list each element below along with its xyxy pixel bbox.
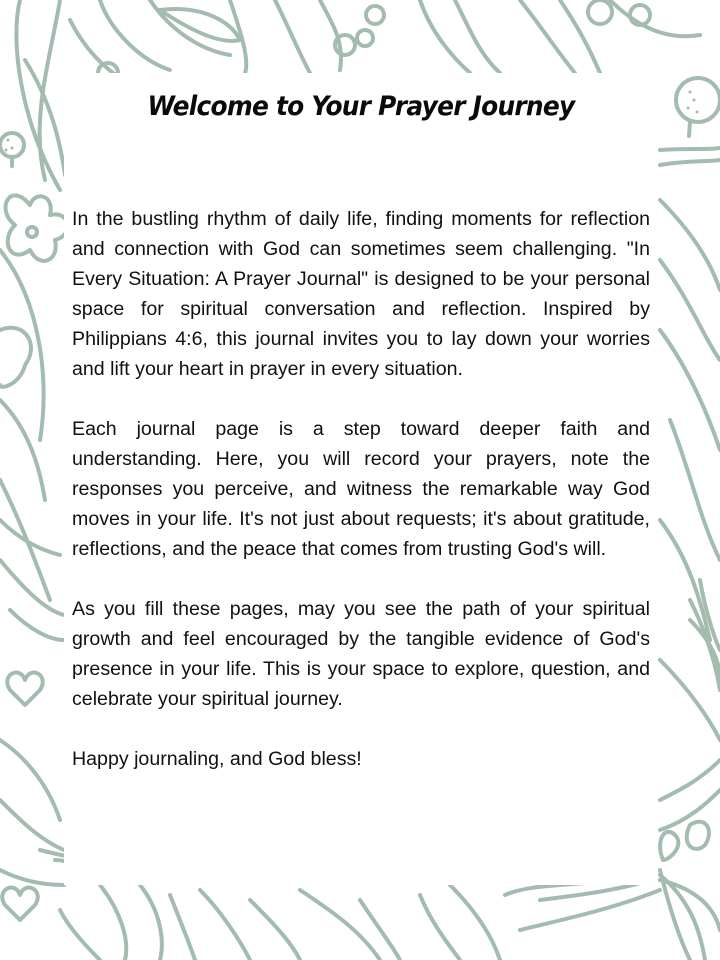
heart-icon — [7, 673, 43, 705]
page-title: Welcome to Your Prayer Journey — [147, 91, 575, 122]
heart-icon — [2, 888, 38, 920]
body-text — [72, 204, 650, 804]
paragraph-journal-page: Each journal page is a step toward deeper faith and understanding. Here, you will record your prayers, note the responses you perceive, and witness the remarkable way God moves in your life. It's not just about requests; it's about gratitude, reflections, and the peace that comes from trusting God's will. — [72, 418, 650, 560]
paragraph-encouragement: As you fill these pages, may you see the path of your spiritual growth and feel encouraged by the tangible evidence of God's presence in your life. This is your space to explore, question, and celebrate your spiritual journey. — [72, 598, 650, 710]
paragraph-intro: In the bustling rhythm of daily life, finding moments for reflection and connection with God can sometimes seem challenging. "In Every Situation: A Prayer Journal" is designed to be your personal space for spiritual conversation and reflection. Inspired by Philippians 4:6, this journal invites you to lay down your worries and lift your heart in prayer in every situation. — [72, 208, 650, 380]
paragraph-closing: Happy journaling, and God bless! — [72, 748, 362, 770]
content-panel — [64, 73, 658, 885]
